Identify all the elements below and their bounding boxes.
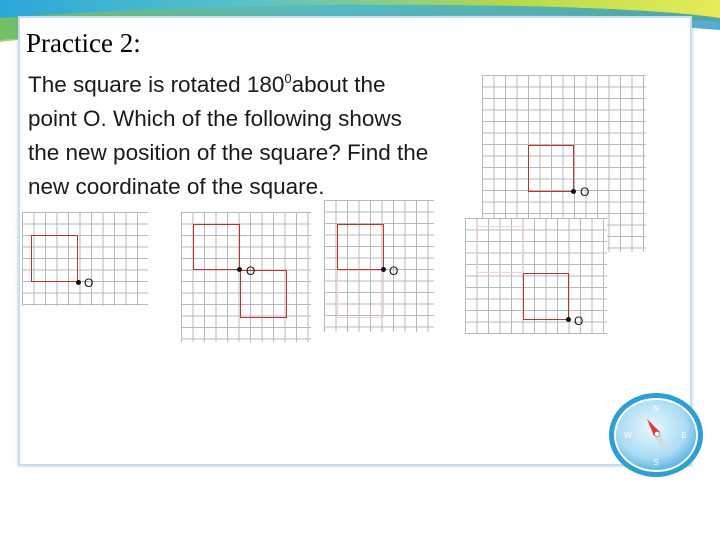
point-o-dot xyxy=(571,189,576,194)
question-text xyxy=(28,62,483,204)
point-o-dot xyxy=(381,267,386,272)
point-o-label: O xyxy=(389,264,399,278)
question-line-2: point O. Which of the following shows xyxy=(28,106,402,131)
option-d-ghost-square xyxy=(476,226,523,273)
option-c-square xyxy=(337,224,384,270)
compass-w: W xyxy=(624,431,632,440)
question-line-1: The square is rotated $180^0about$ the xyxy=(28,71,386,97)
point-o-label: O xyxy=(84,276,94,290)
option-c-rotated-square xyxy=(337,270,384,318)
compass-n: N xyxy=(653,404,659,413)
question-line-3: the new position of the square? Find the xyxy=(28,140,429,165)
point-o-dot xyxy=(237,267,242,272)
point-o-label: O xyxy=(580,185,590,199)
question-line-4: new coordinate of the square. xyxy=(28,174,325,199)
option-d-square xyxy=(523,273,569,320)
point-o-dot xyxy=(566,317,571,322)
slide-title: Practice 2: xyxy=(26,28,141,58)
compass-e: E xyxy=(681,431,687,440)
option-b-square xyxy=(193,224,240,270)
point-o-label: O xyxy=(574,314,584,328)
point-o-label: O xyxy=(246,264,256,278)
compass-icon xyxy=(607,391,705,479)
original-square xyxy=(528,145,574,192)
option-a-square xyxy=(31,235,78,282)
point-o-dot xyxy=(76,280,81,285)
degree-superscript: 0 xyxy=(284,71,292,86)
compass-s: S xyxy=(653,458,659,467)
